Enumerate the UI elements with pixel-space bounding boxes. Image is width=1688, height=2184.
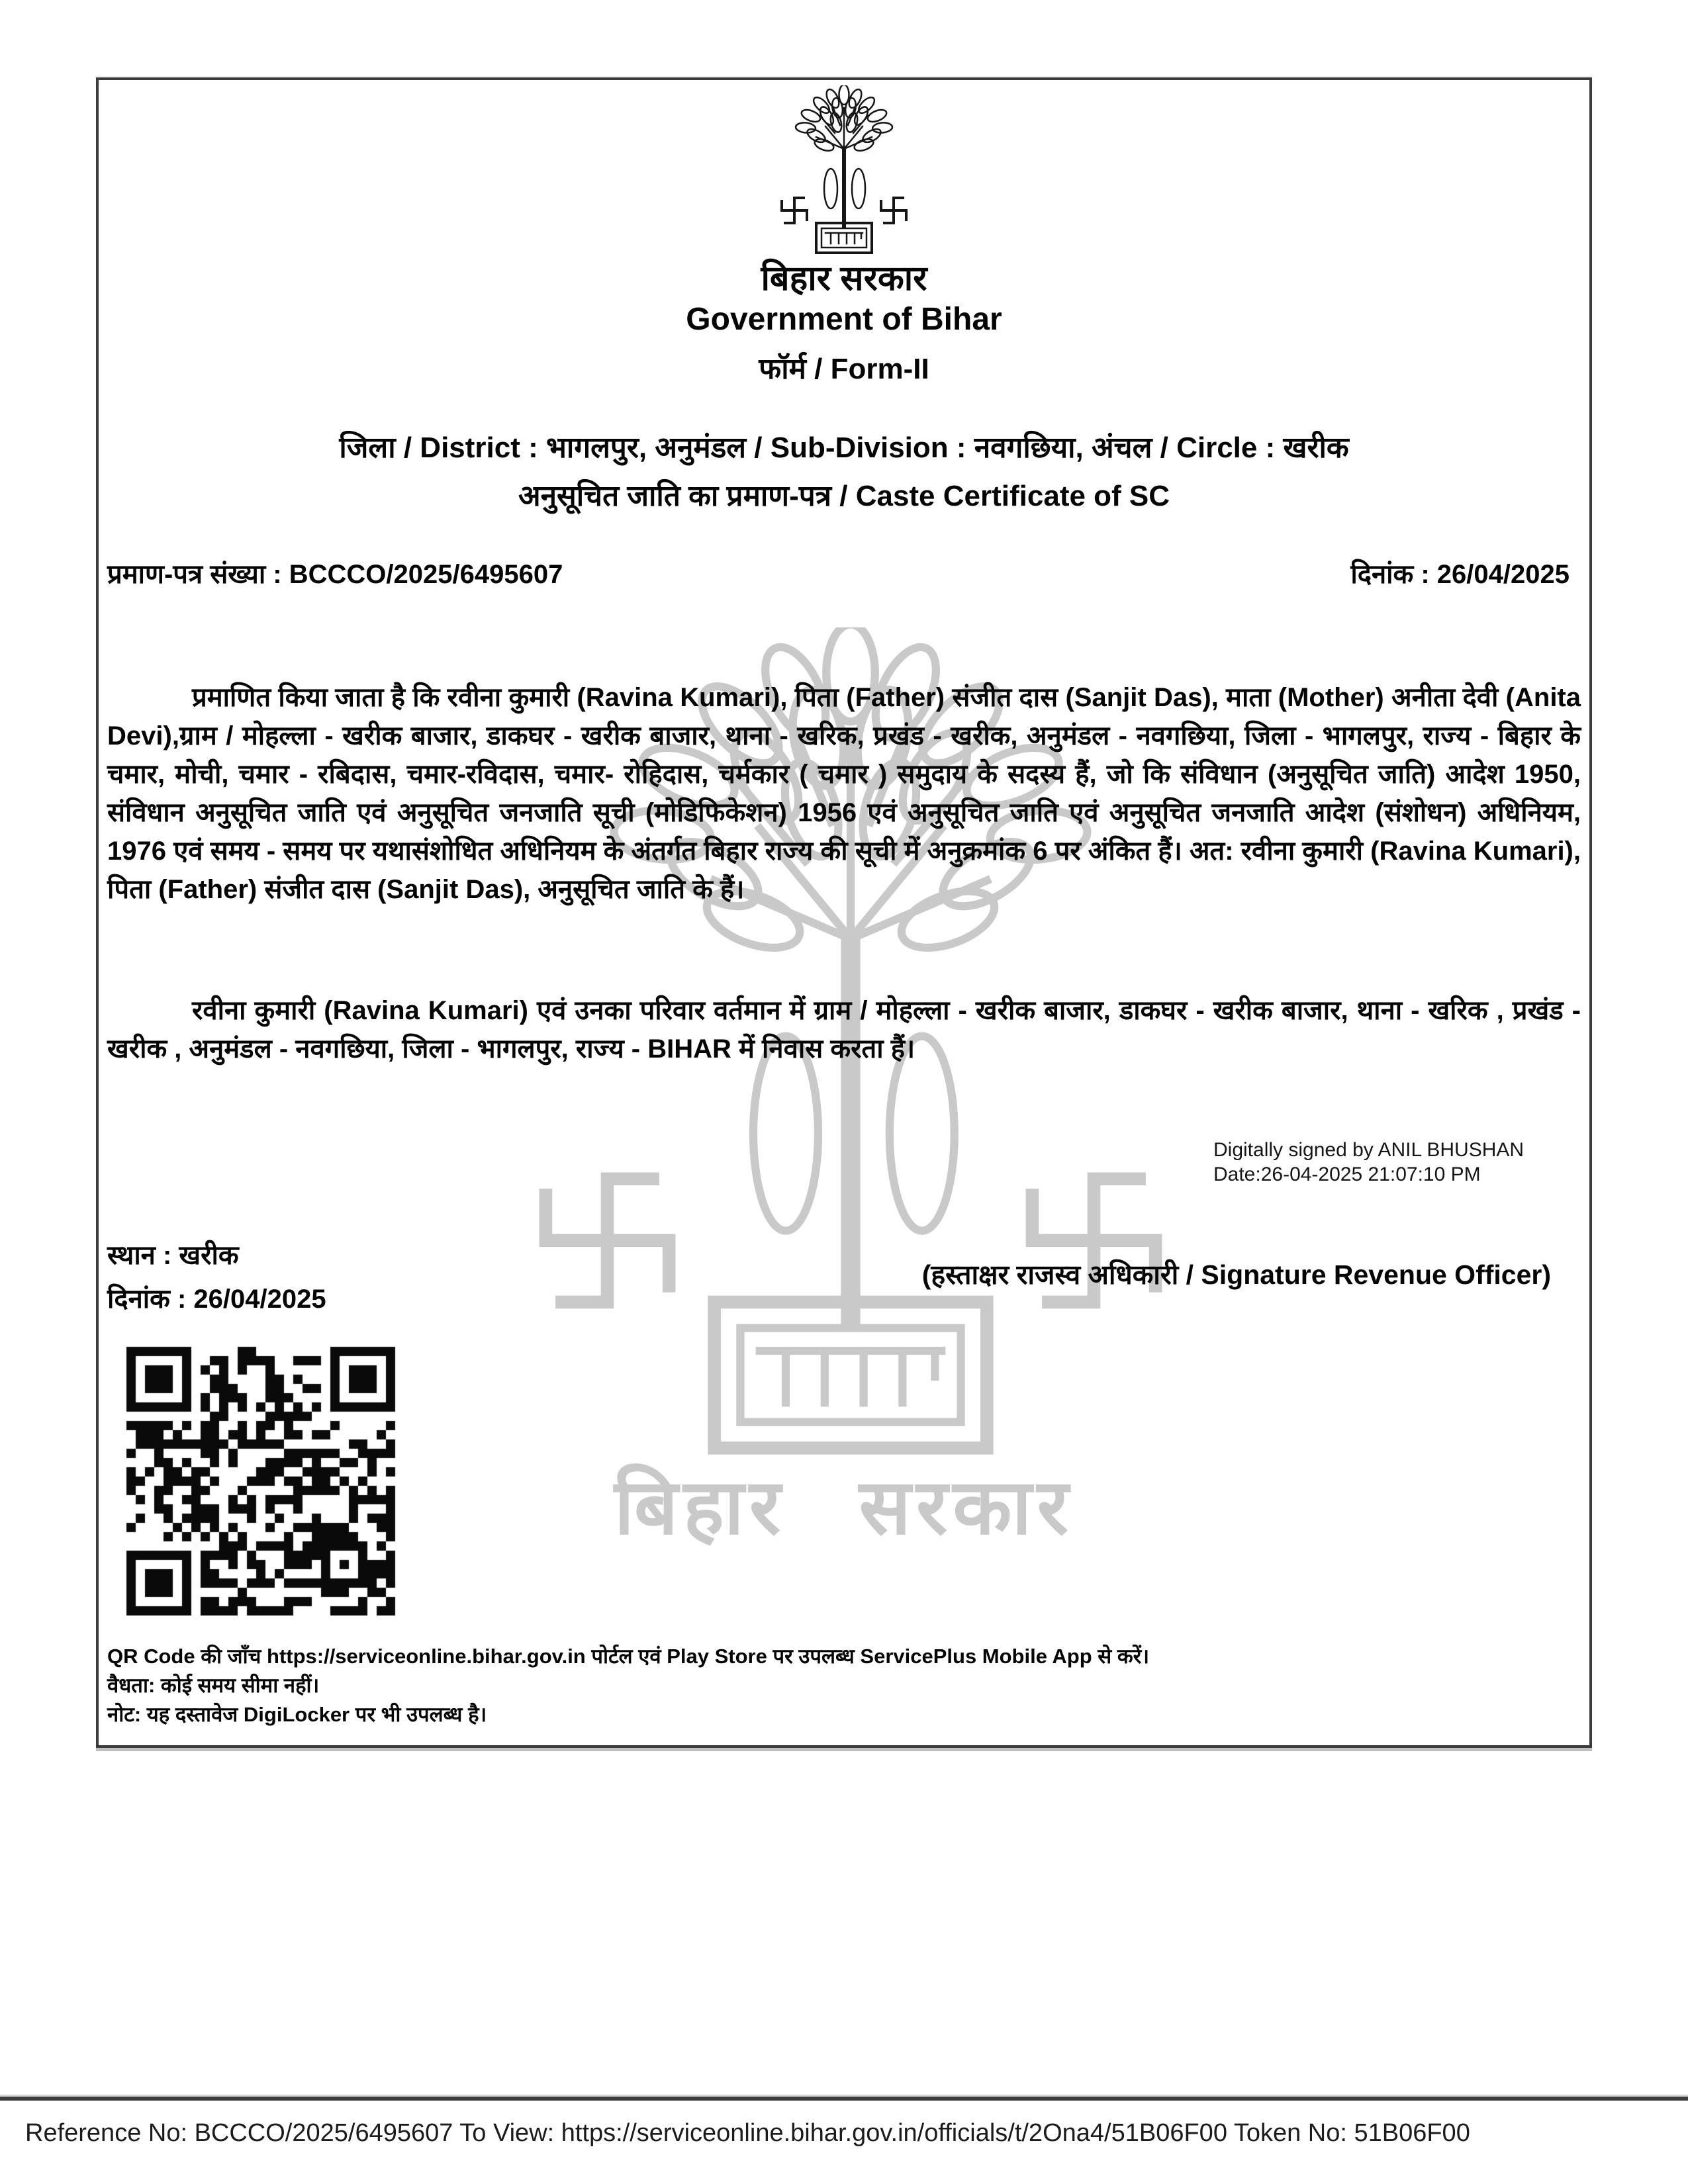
footnote-qr-check: QR Code की जाँच https://serviceonline.bihar.gov.in पोर्टल एवं Play Store पर उपलब्ध ServicePlus Mobile App से करें। [107,1645,1150,1668]
certificate-frame [96,77,1592,1748]
footnote-digilocker: नोट: यह दस्तावेज DigiLocker पर भी उपलब्ध है। [107,1703,487,1726]
caste-certificate-line: अनुसूचित जाति का प्रमाण-पत्र / Caste Certificate of SC [518,480,1170,512]
certificate-paragraph-2: रवीना कुमारी (Ravina Kumari) एवं उनका परिवार वर्तमान में ग्राम / मोहल्ला - खरीक बाजार, डाकघर - खरीक बाजार, थाना - खरिक , प्रखंड - खरीक , अनुमंडल - नवगछिया, जिला - भागलपुर, राज्य - BIHAR में निवास करता हैं। [107,996,1581,1064]
footer-divider [0,2095,1688,2101]
digital-signature-block [1213,1138,1524,1187]
footnote-validity: वैधता: कोई समय सीमा नहीं। [107,1674,320,1697]
digital-signature-line2: Date:26-04-2025 21:07:10 PM [1213,1163,1481,1185]
reference-line: Reference No: BCCCO/2025/6495607 To View: https://serviceonline.bihar.gov.in/officials/t/2Ona4/51B06F00 Token No: 51B06F00 [25,2119,1470,2147]
revenue-officer-signature-label: (हस्ताक्षर राजस्व अधिकारी / Signature Revenue Officer) [921,1259,1551,1290]
certificate-number-row [107,555,1570,591]
footnotes [107,1642,1149,1729]
district-line: जिला / District : भागलपुर, अनुमंडल / Sub-Division : नवगछिया, अंचल / Circle : खरीक [339,432,1349,464]
certificate-paragraph-1: प्रमाणित किया जाता है कि रवीना कुमारी (Ravina Kumari), पिता (Father) संजीत दास (Sanjit Das), माता (Mother) अनीता देवी (Anita Devi),ग्राम / मोहल्ला - खरीक बाजार, डाकघर - खरीक बाजार, थाना - खरिक, प्रखंड - खरीक, अनुमंडल - नवगछिया, जिला - भागलपुर, राज्य - बिहार के चमार, मोची, चमार - रबिदास, चमार-रविदास, चमार- रोहिदास, चर्मकार ( चमार ) समुदाय के सदस्य हैं, जो कि संविधान (अनुसूचित जाति) आदेश 1950, संविधान अनुसूचित जाति एवं अनुसूचित जनजाति सूची (मोडिफिकेशन) 1956 एवं अनुसूचित जाति एवं अनुसूचित जनजाति आदेश (संशोधन) अधिनियम, 1976 एवं समय - समय पर यथासंशोधित अधिनियम के अंतर्गत बिहार राज्य की सूची में अनुक्रमांक 6 पर अंकित हैं। अत: रवीना कुमारी (Ravina Kumari), पिता (Father) संजीत दास (Sanjit Das), अनुसूचित जाति के हैं। [107,683,1581,904]
digital-signature-line1: Digitally signed by ANIL BHUSHAN [1213,1139,1524,1161]
form-label: फॉर्म / Form-II [759,353,929,385]
certificate-number: प्रमाण-पत्र संख्या : BCCCO/2025/6495607 [107,560,563,589]
bihar-emblem-icon [778,85,910,254]
qr-code [111,1332,410,1631]
signing-date-label: दिनांक : 26/04/2025 [107,1285,326,1314]
place-label: स्थान : खरीक [107,1241,239,1270]
title-english: Government of Bihar [686,302,1002,337]
watermark-text: बिहार सरकार [614,1464,1074,1550]
title-hindi: बिहार सरकार [761,259,927,298]
certificate-date: दिनांक : 26/04/2025 [1350,560,1570,589]
